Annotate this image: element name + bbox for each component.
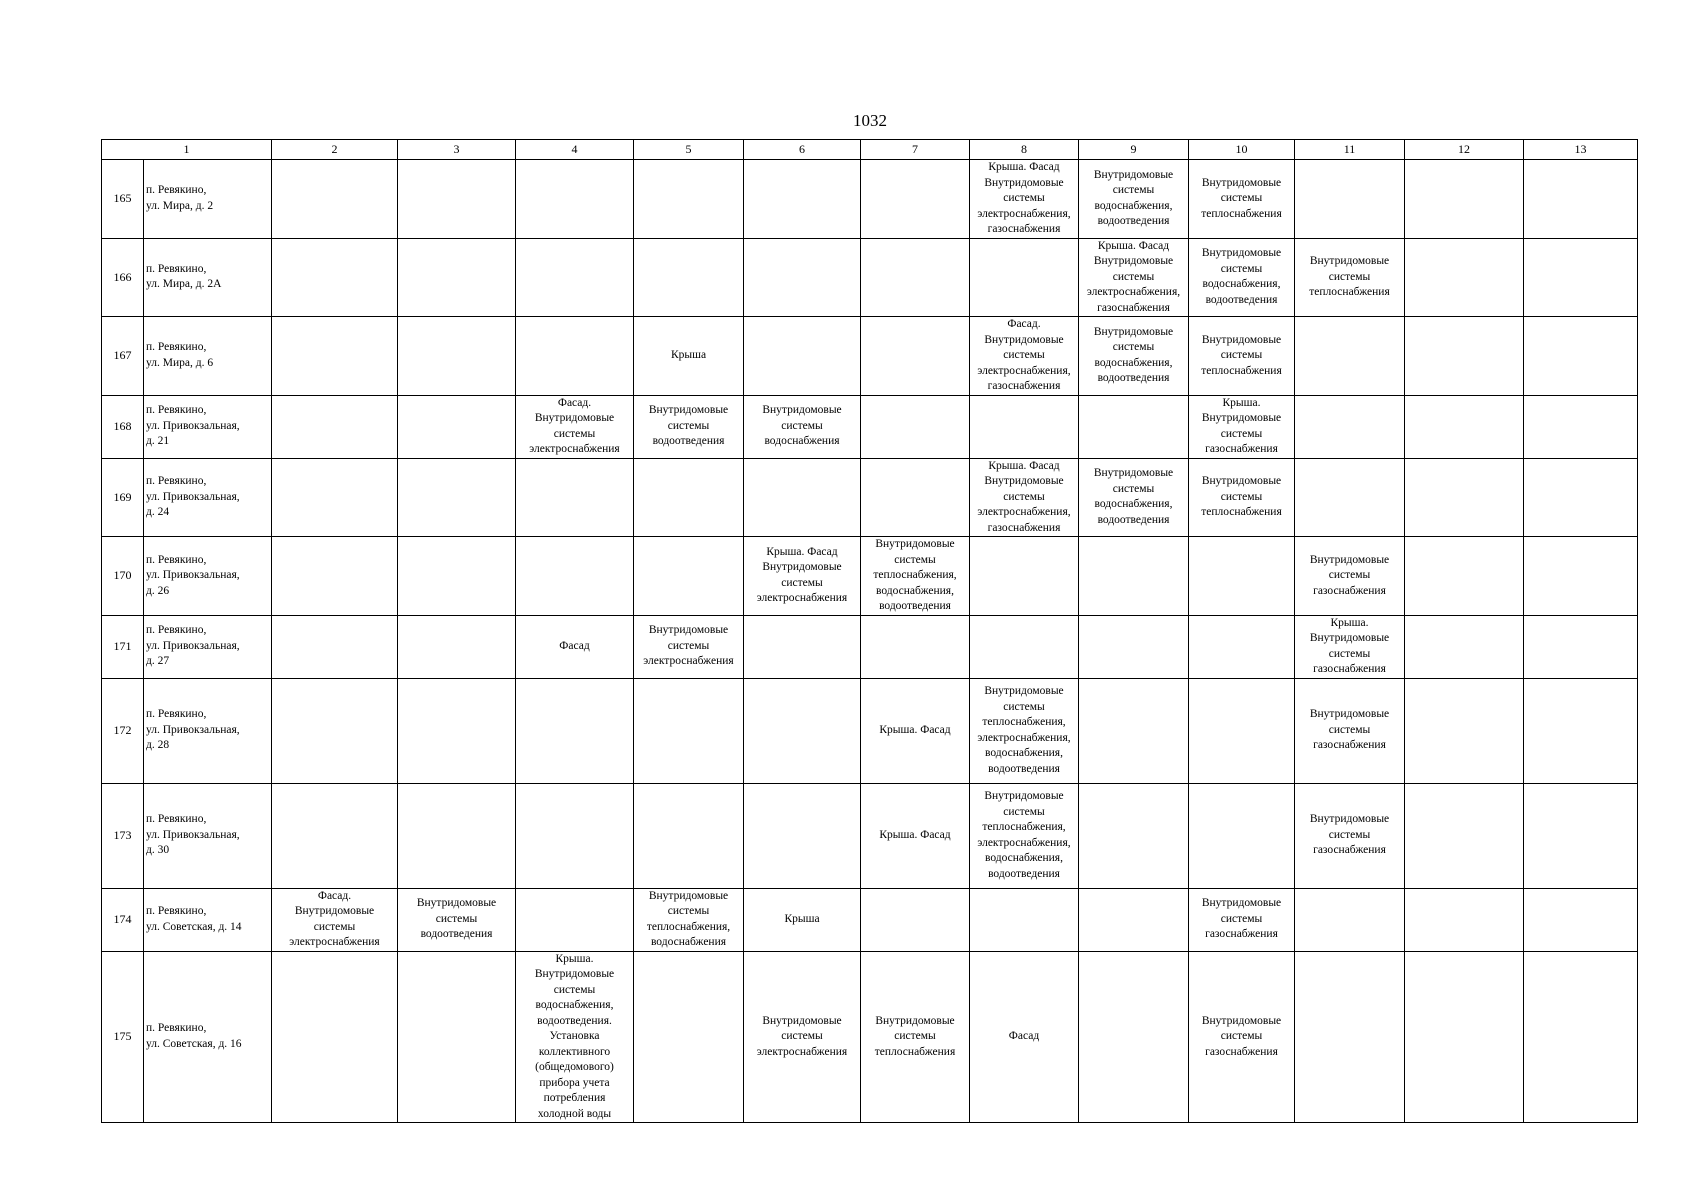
work-cell-col-13 (1524, 395, 1638, 458)
work-cell-col-9 (1079, 537, 1189, 616)
work-cell-col-7 (861, 160, 970, 239)
work-cell-col-3 (398, 537, 516, 616)
work-cell-col-2 (272, 537, 398, 616)
work-cell-col-9 (1079, 615, 1189, 678)
work-cell-col-8 (970, 395, 1079, 458)
work-cell-col-9: Крыша. Фасад Внутридомовые системы электроснабжения, газоснабжения (1079, 238, 1189, 317)
work-cell-col-6 (744, 615, 861, 678)
work-cell-col-9 (1079, 783, 1189, 888)
address-cell: п. Ревякино, ул. Мира, д. 2А (144, 238, 272, 317)
work-cell-col-8: Крыша. Фасад Внутридомовые системы электроснабжения, газоснабжения (970, 458, 1079, 537)
column-number-header: 9 (1079, 140, 1189, 160)
address-cell: п. Ревякино, ул. Привокзальная, д. 26 (144, 537, 272, 616)
work-cell-col-7 (861, 395, 970, 458)
address-cell: п. Ревякино, ул. Мира, д. 2 (144, 160, 272, 239)
work-cell-col-7 (861, 615, 970, 678)
work-cell-col-4 (516, 458, 634, 537)
column-number-header: 10 (1189, 140, 1295, 160)
work-cell-col-13 (1524, 615, 1638, 678)
address-cell: п. Ревякино, ул. Мира, д. 6 (144, 317, 272, 396)
work-cell-col-3 (398, 317, 516, 396)
work-cell-col-8 (970, 238, 1079, 317)
work-cell-col-4 (516, 317, 634, 396)
table-row (102, 160, 1638, 239)
work-cell-col-9 (1079, 951, 1189, 1123)
work-cell-col-13 (1524, 317, 1638, 396)
work-cell-col-10: Крыша. Внутридомовые системы газоснабжения (1189, 395, 1295, 458)
work-cell-col-3 (398, 678, 516, 783)
address-cell: п. Ревякино, ул. Привокзальная, д. 21 (144, 395, 272, 458)
row-number-cell: 168 (102, 395, 144, 458)
row-number-cell: 172 (102, 678, 144, 783)
row-number-cell: 173 (102, 783, 144, 888)
work-cell-col-5 (634, 238, 744, 317)
work-cell-col-9: Внутридомовые системы водоснабжения, водоотведения (1079, 458, 1189, 537)
work-cell-col-9 (1079, 678, 1189, 783)
work-cell-col-5 (634, 160, 744, 239)
address-cell: п. Ревякино, ул. Привокзальная, д. 30 (144, 783, 272, 888)
work-cell-col-9: Внутридомовые системы водоснабжения, водоотведения (1079, 160, 1189, 239)
table-row (102, 537, 1638, 616)
work-cell-col-3 (398, 238, 516, 317)
work-cell-col-6 (744, 783, 861, 888)
table-row (102, 395, 1638, 458)
work-cell-col-2 (272, 783, 398, 888)
work-cell-col-9: Внутридомовые системы водоснабжения, водоотведения (1079, 317, 1189, 396)
work-cell-col-12 (1405, 615, 1524, 678)
work-cell-col-8: Внутридомовые системы теплоснабжения, электроснабжения, водоснабжения, водоотведения (970, 783, 1079, 888)
work-cell-col-5: Крыша (634, 317, 744, 396)
address-cell: п. Ревякино, ул. Советская, д. 14 (144, 888, 272, 951)
table-row (102, 783, 1638, 888)
work-cell-col-11: Крыша. Внутридомовые системы газоснабжения (1295, 615, 1405, 678)
work-cell-col-11: Внутридомовые системы теплоснабжения (1295, 238, 1405, 317)
work-cell-col-10: Внутридомовые системы теплоснабжения (1189, 160, 1295, 239)
work-cell-col-6: Крыша. Фасад Внутридомовые системы электроснабжения (744, 537, 861, 616)
row-number-cell: 166 (102, 238, 144, 317)
column-number-header: 11 (1295, 140, 1405, 160)
work-cell-col-10 (1189, 615, 1295, 678)
column-number-header: 12 (1405, 140, 1524, 160)
work-cell-col-3 (398, 615, 516, 678)
work-cell-col-2 (272, 615, 398, 678)
table-row (102, 678, 1638, 783)
row-number-cell: 171 (102, 615, 144, 678)
work-cell-col-5: Внутридомовые системы водоотведения (634, 395, 744, 458)
work-cell-col-3 (398, 458, 516, 537)
work-cell-col-6 (744, 678, 861, 783)
work-cell-col-8 (970, 615, 1079, 678)
work-cell-col-3 (398, 395, 516, 458)
work-cell-col-3 (398, 160, 516, 239)
work-cell-col-8: Внутридомовые системы теплоснабжения, электроснабжения, водоснабжения, водоотведения (970, 678, 1079, 783)
work-cell-col-12 (1405, 951, 1524, 1123)
work-cell-col-11 (1295, 888, 1405, 951)
column-number-header: 7 (861, 140, 970, 160)
work-cell-col-12 (1405, 317, 1524, 396)
work-cell-col-4 (516, 160, 634, 239)
work-cell-col-8: Фасад. Внутридомовые системы электроснабжения, газоснабжения (970, 317, 1079, 396)
column-number-header: 1 (102, 140, 272, 160)
work-cell-col-10: Внутридомовые системы теплоснабжения (1189, 317, 1295, 396)
work-cell-col-11: Внутридомовые системы газоснабжения (1295, 537, 1405, 616)
table-row (102, 615, 1638, 678)
row-number-cell: 174 (102, 888, 144, 951)
work-cell-col-4 (516, 888, 634, 951)
work-cell-col-4 (516, 537, 634, 616)
work-cell-col-2 (272, 458, 398, 537)
work-cell-col-12 (1405, 238, 1524, 317)
work-cell-col-7 (861, 458, 970, 537)
work-cell-col-6: Внутридомовые системы электроснабжения (744, 951, 861, 1123)
work-cell-col-3: Внутридомовые системы водоотведения (398, 888, 516, 951)
work-cell-col-2 (272, 317, 398, 396)
work-cell-col-7: Внутридомовые системы теплоснабжения, водоснабжения, водоотведения (861, 537, 970, 616)
work-cell-col-12 (1405, 888, 1524, 951)
work-cell-col-12 (1405, 537, 1524, 616)
work-cell-col-12 (1405, 458, 1524, 537)
address-cell: п. Ревякино, ул. Советская, д. 16 (144, 951, 272, 1123)
work-cell-col-4 (516, 678, 634, 783)
work-cell-col-5: Внутридомовые системы теплоснабжения, водоснабжения (634, 888, 744, 951)
work-cell-col-6: Крыша (744, 888, 861, 951)
work-cell-col-13 (1524, 537, 1638, 616)
work-cell-col-2 (272, 395, 398, 458)
work-cell-col-13 (1524, 160, 1638, 239)
work-cell-col-11 (1295, 395, 1405, 458)
repair-schedule-table (101, 139, 1638, 1123)
work-cell-col-2 (272, 238, 398, 317)
work-cell-col-13 (1524, 678, 1638, 783)
table-row (102, 238, 1638, 317)
address-cell: п. Ревякино, ул. Привокзальная, д. 27 (144, 615, 272, 678)
work-cell-col-13 (1524, 951, 1638, 1123)
work-cell-col-11 (1295, 951, 1405, 1123)
work-cell-col-10: Внутридомовые системы газоснабжения (1189, 951, 1295, 1123)
work-cell-col-5 (634, 537, 744, 616)
work-cell-col-11 (1295, 317, 1405, 396)
work-cell-col-8: Крыша. Фасад Внутридомовые системы электроснабжения, газоснабжения (970, 160, 1079, 239)
work-cell-col-5: Внутридомовые системы электроснабжения (634, 615, 744, 678)
work-cell-col-12 (1405, 160, 1524, 239)
work-cell-col-4: Крыша. Внутридомовые системы водоснабжения, водоотведения. Установка коллективного (общедомового) прибора учета потребления холодной воды (516, 951, 634, 1123)
work-cell-col-2 (272, 678, 398, 783)
work-cell-col-4: Фасад (516, 615, 634, 678)
column-number-header: 5 (634, 140, 744, 160)
work-cell-col-10: Внутридомовые системы водоснабжения, водоотведения (1189, 238, 1295, 317)
work-cell-col-10 (1189, 537, 1295, 616)
work-cell-col-10: Внутридомовые системы теплоснабжения (1189, 458, 1295, 537)
work-cell-col-10 (1189, 783, 1295, 888)
table-row (102, 458, 1638, 537)
column-number-header: 2 (272, 140, 398, 160)
work-cell-col-7: Внутридомовые системы теплоснабжения (861, 951, 970, 1123)
work-cell-col-9 (1079, 888, 1189, 951)
work-cell-col-6 (744, 317, 861, 396)
work-cell-col-4: Фасад. Внутридомовые системы электроснабжения (516, 395, 634, 458)
work-cell-col-7: Крыша. Фасад (861, 678, 970, 783)
table-row (102, 888, 1638, 951)
work-cell-col-7 (861, 888, 970, 951)
address-cell: п. Ревякино, ул. Привокзальная, д. 28 (144, 678, 272, 783)
column-number-header: 8 (970, 140, 1079, 160)
work-cell-col-13 (1524, 238, 1638, 317)
work-cell-col-8 (970, 888, 1079, 951)
work-cell-col-8: Фасад (970, 951, 1079, 1123)
work-cell-col-11 (1295, 160, 1405, 239)
work-cell-col-6 (744, 238, 861, 317)
work-cell-col-13 (1524, 888, 1638, 951)
table-row (102, 951, 1638, 1123)
work-cell-col-5 (634, 458, 744, 537)
work-cell-col-4 (516, 783, 634, 888)
work-cell-col-10: Внутридомовые системы газоснабжения (1189, 888, 1295, 951)
column-number-header: 4 (516, 140, 634, 160)
work-cell-col-3 (398, 783, 516, 888)
table-body (102, 140, 1638, 1123)
work-cell-col-7 (861, 238, 970, 317)
row-number-cell: 175 (102, 951, 144, 1123)
work-cell-col-2: Фасад. Внутридомовые системы электроснабжения (272, 888, 398, 951)
column-number-header: 13 (1524, 140, 1638, 160)
work-cell-col-6: Внутридомовые системы водоснабжения (744, 395, 861, 458)
work-cell-col-11: Внутридомовые системы газоснабжения (1295, 678, 1405, 783)
work-cell-col-12 (1405, 783, 1524, 888)
work-cell-col-5 (634, 951, 744, 1123)
work-cell-col-10 (1189, 678, 1295, 783)
work-cell-col-8 (970, 537, 1079, 616)
work-cell-col-7 (861, 317, 970, 396)
work-cell-col-11 (1295, 458, 1405, 537)
column-number-header: 3 (398, 140, 516, 160)
table-row (102, 317, 1638, 396)
address-cell: п. Ревякино, ул. Привокзальная, д. 24 (144, 458, 272, 537)
work-cell-col-6 (744, 458, 861, 537)
work-cell-col-9 (1079, 395, 1189, 458)
row-number-cell: 165 (102, 160, 144, 239)
row-number-cell: 167 (102, 317, 144, 396)
column-number-header-row (102, 140, 1638, 160)
row-number-cell: 170 (102, 537, 144, 616)
work-cell-col-12 (1405, 678, 1524, 783)
work-cell-col-13 (1524, 783, 1638, 888)
work-cell-col-6 (744, 160, 861, 239)
work-cell-col-11: Внутридомовые системы газоснабжения (1295, 783, 1405, 888)
row-number-cell: 169 (102, 458, 144, 537)
work-cell-col-4 (516, 238, 634, 317)
page-number: 1032 (853, 111, 887, 130)
work-cell-col-2 (272, 160, 398, 239)
work-cell-col-5 (634, 783, 744, 888)
column-number-header: 6 (744, 140, 861, 160)
work-cell-col-7: Крыша. Фасад (861, 783, 970, 888)
work-cell-col-3 (398, 951, 516, 1123)
work-cell-col-2 (272, 951, 398, 1123)
work-cell-col-13 (1524, 458, 1638, 537)
work-cell-col-12 (1405, 395, 1524, 458)
work-cell-col-5 (634, 678, 744, 783)
